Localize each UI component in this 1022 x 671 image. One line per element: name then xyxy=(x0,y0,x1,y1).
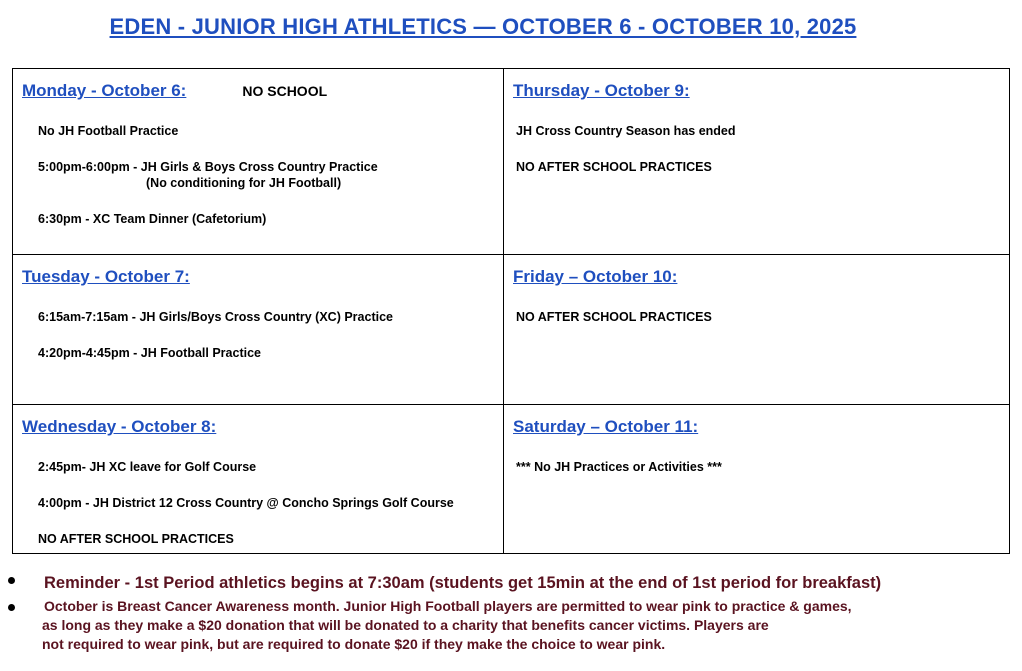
day-title-saturday: Saturday – October 11: xyxy=(513,417,699,436)
day-cell-saturday xyxy=(504,405,1009,553)
day-title-tuesday: Tuesday - October 7: xyxy=(22,267,190,286)
no-school-label: NO SCHOOL xyxy=(242,83,328,99)
day-cell-thursday xyxy=(504,69,1009,255)
day-title-wednesday: Wednesday - October 8: xyxy=(22,417,217,436)
list-item: NO AFTER SCHOOL PRACTICES xyxy=(516,160,712,174)
reminder-text: Reminder - 1st Period athletics begins at 7:30am (students get 15min at the end of 1st period for breakfast) xyxy=(44,574,882,592)
day-cell-wednesday xyxy=(13,405,504,553)
day-title-monday: Monday - October 6: xyxy=(22,81,187,100)
day-title-thursday: Thursday - October 9: xyxy=(513,81,690,100)
awareness-note xyxy=(8,597,1013,654)
day-title-friday: Friday – October 10: xyxy=(513,267,678,286)
list-item-subline: (No conditioning for JH Football) xyxy=(146,176,342,190)
awareness-line: October is Breast Cancer Awareness month. Junior High Football players are permitted to wear pink to practice & games, xyxy=(44,598,852,614)
notes-list xyxy=(8,572,1013,654)
list-item: *** No JH Practices or Activities *** xyxy=(516,460,722,474)
schedule-grid xyxy=(12,68,1010,554)
list-item: 6:15am-7:15am - JH Girls/Boys Cross Country (XC) Practice xyxy=(38,310,393,324)
list-item: 4:20pm-4:45pm - JH Football Practice xyxy=(38,346,261,360)
day-cell-tuesday xyxy=(13,255,504,405)
list-item: NO AFTER SCHOOL PRACTICES xyxy=(516,310,712,324)
list-item: NO AFTER SCHOOL PRACTICES xyxy=(38,532,234,546)
day-cell-monday xyxy=(13,69,504,255)
day-cell-friday xyxy=(504,255,1009,405)
bullet-icon xyxy=(8,604,15,611)
bullet-icon xyxy=(8,577,15,584)
list-item: 2:45pm- JH XC leave for Golf Course xyxy=(38,460,257,474)
list-item xyxy=(38,159,378,191)
list-item: No JH Football Practice xyxy=(38,124,179,138)
awareness-line: as long as they make a $20 donation that will be donated to a charity that benefits cancer victims. Players are xyxy=(42,617,769,633)
page-title: EDEN - JUNIOR HIGH ATHLETICS — OCTOBER 6 - OCTOBER 10, 2025 xyxy=(109,14,857,39)
awareness-line: not required to wear pink, but are required to donate $20 if they make the choice to wear pink. xyxy=(42,636,666,652)
list-item: JH Cross Country Season has ended xyxy=(516,124,736,138)
reminder-note xyxy=(8,572,1013,594)
list-item-line: 5:00pm-6:00pm - JH Girls & Boys Cross Country Practice xyxy=(38,160,378,174)
list-item: 6:30pm - XC Team Dinner (Cafetorium) xyxy=(38,212,267,226)
list-item: 4:00pm - JH District 12 Cross Country @ Concho Springs Golf Course xyxy=(38,496,454,510)
